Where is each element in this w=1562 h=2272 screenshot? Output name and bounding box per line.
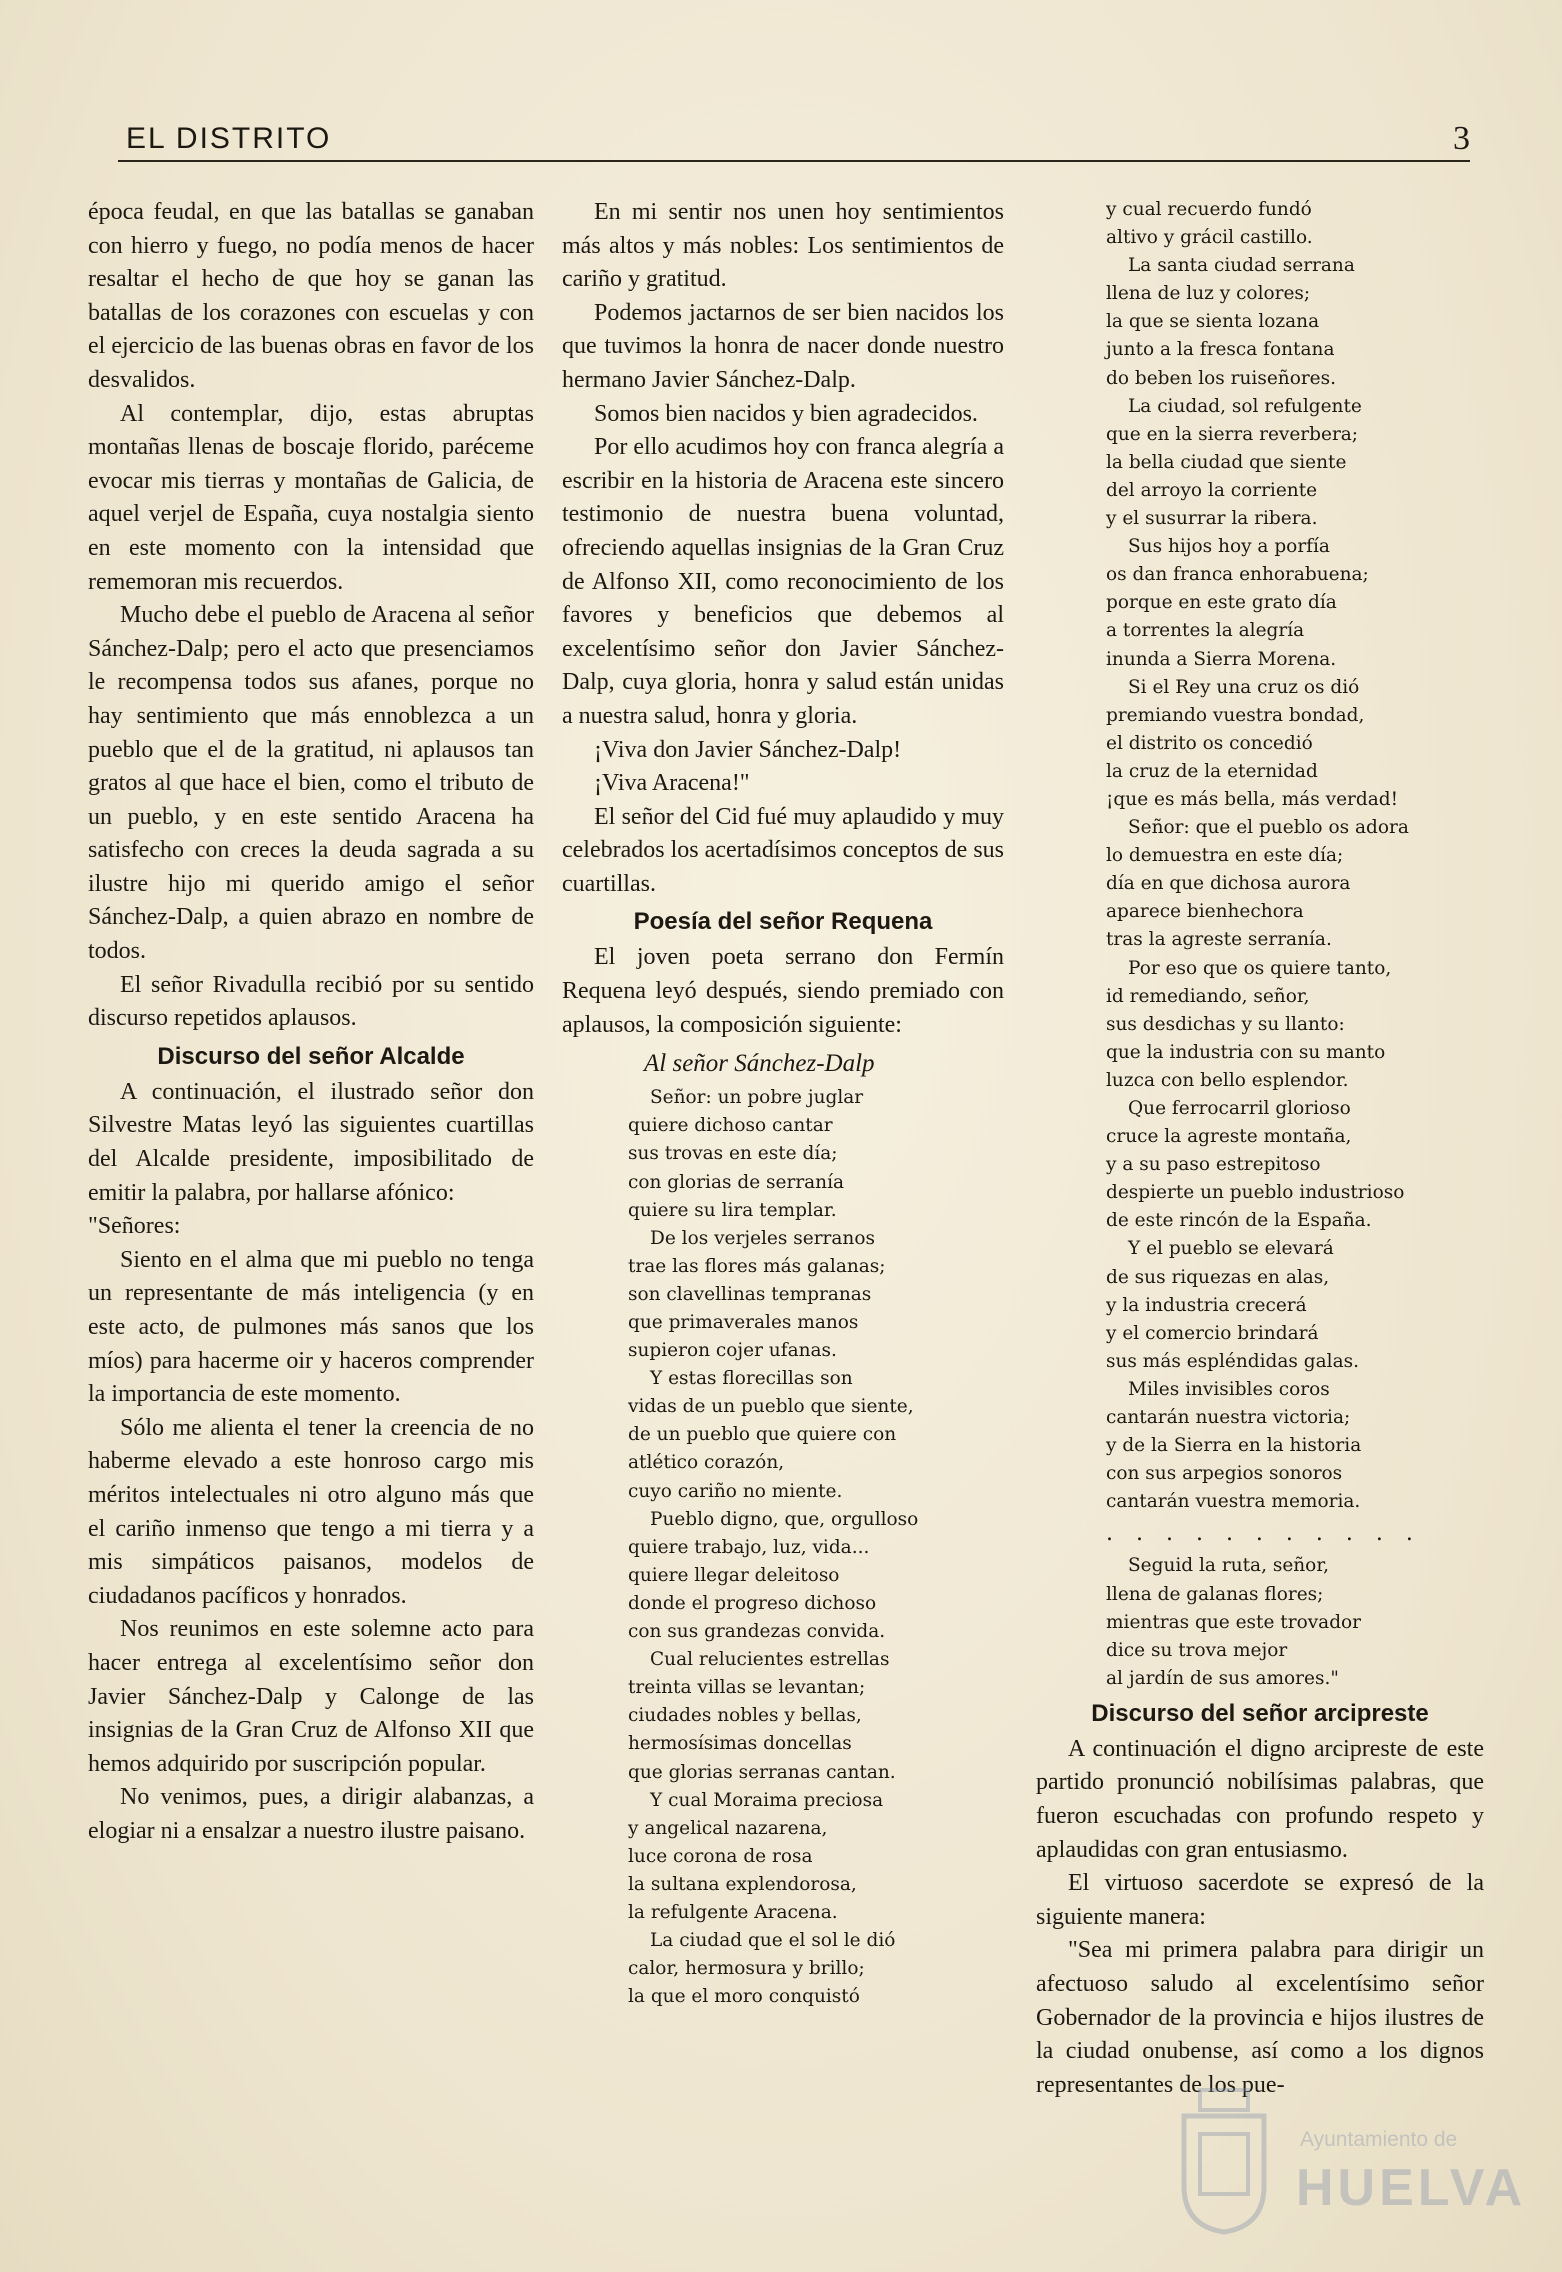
verse-line: Miles invisibles coros [1128, 1378, 1330, 1400]
verse-line: la cruz de la eternidad [1106, 760, 1318, 782]
section-heading: Discurso del señor Alcalde [157, 1042, 465, 1070]
verse-line: donde el progreso dichoso [628, 1592, 877, 1614]
archive-watermark [1160, 2080, 1527, 2250]
verse-line: la bella ciudad que siente [1106, 451, 1347, 473]
verse-line: luzca con bello esplendor. [1106, 1069, 1349, 1091]
verse-line: del arroyo la corriente [1106, 479, 1318, 501]
verse-line: y angelical nazarena, [628, 1817, 828, 1839]
verse-line: quiere dichoso cantar [628, 1115, 833, 1137]
paragraph: En mi sentir nos unen hoy sentimientos más altos y más nobles: Los sentimientos de cariño y gratitud. [562, 199, 1004, 293]
paragraph: Al contemplar, dijo, estas abruptas montañas llenas de boscaje florido, paréceme evocar mis tierras y montañas de Galicia, de aquel verjel de España, cuya nostalgia siento en este momento con la intensidad que rememoran mis recuerdos. [88, 400, 534, 595]
verse-line: la sultana explendorosa, [628, 1873, 857, 1895]
watermark-line-2: HUELVA [1296, 2159, 1527, 2217]
verse-line: porque en este grato día [1106, 592, 1337, 614]
verse-line: quiere trabajo, luz, vida... [628, 1536, 870, 1558]
paragraph: Somos bien nacidos y bien agradecidos. [594, 400, 978, 427]
verse-line: quiere su lira templar. [628, 1199, 837, 1221]
verse-line: treinta villas se levantan; [628, 1677, 866, 1699]
verse-line: ¡que es más bella, más verdad! [1106, 788, 1399, 810]
verse-line: altivo y grácil castillo. [1106, 227, 1313, 249]
verse-line: mientras que este trovador [1106, 1611, 1362, 1633]
verse-line: que la industria con su manto [1106, 1041, 1386, 1063]
verse-line: tras la agreste serranía. [1106, 929, 1332, 951]
paragraph: No venimos, pues, a dirigir alabanzas, a elogiar ni a ensalzar a nuestro ilustre paisano. [88, 1784, 534, 1844]
paragraph: Podemos jactarnos de ser bien nacidos los que tuvimos la honra de nacer donde nuestro hermano Javier Sánchez-Dalp. [562, 299, 1004, 393]
verse-line: La ciudad, sol refulgente [1128, 395, 1362, 417]
verse-line: y de la Sierra en la historia [1106, 1435, 1362, 1457]
verse-line: Y estas florecillas son [650, 1368, 853, 1390]
verse-line: trae las flores más galanas; [628, 1255, 886, 1277]
verse-line: la refulgente Aracena. [628, 1901, 838, 1923]
verse-line: con sus grandezas convida. [628, 1621, 886, 1643]
verse-line: cantarán vuestra memoria. [1106, 1491, 1361, 1513]
verse-line: calor, hermosura y brillo; [628, 1958, 865, 1980]
paragraph: A continuación, el ilustrado señor don Silvestre Matas leyó las siguientes cuartillas del Alcalde presidente, imposibilitado de emitir la palabra, por hallarse afónico: [88, 1078, 534, 1206]
verse-line: hermosísimas doncellas [628, 1733, 852, 1755]
verse-line: Seguid la ruta, señor, [1128, 1555, 1330, 1577]
column-1 [88, 196, 534, 1849]
masthead: EL DISTRITO [126, 122, 332, 155]
section-heading: Discurso del señor arcipreste [1091, 1699, 1429, 1727]
verse-line: id remediando, señor, [1106, 985, 1310, 1007]
paragraph: Siento en el alma que mi pueblo no tenga un representante de más inteligencia (y en este acto, de pulmones más sanos que los míos) para hacerme oir y haceros comprender la importancia de este momento. [88, 1246, 534, 1408]
verse-line: Que ferrocarril glorioso [1128, 1098, 1351, 1119]
paragraph: "Señores: [88, 1213, 181, 1240]
verse-line: Y cual Moraima preciosa [650, 1789, 884, 1811]
verse-line: Señor: un pobre juglar [650, 1087, 864, 1109]
verse-line: de un pueblo que quiere con [628, 1424, 897, 1446]
paragraph: Por ello acudimos hoy con franca alegría a escribir en la historia de Aracena este sincero testimonio de nuestra buena voluntad, ofreciendo aquellas insignias de la Gran Cruz de Alfonso XII, como reconocimiento de los favores y beneficios que debemos al excelentísimo señor don Javier Sánchez-Dalp, cuya gloria, honra y salud están unidas a nuestra salud, honra y gloria. [562, 434, 1004, 729]
verse-line: el distrito os concedió [1106, 732, 1313, 754]
verse-line: La ciudad que el sol le dió [650, 1930, 896, 1952]
page-header [118, 118, 1470, 162]
paragraph: El señor Rivadulla recibió por su sentido discurso repetidos aplausos. [88, 971, 534, 1032]
verse-line: al jardín de sus amores." [1106, 1667, 1339, 1689]
verse-line: sus trovas en este día; [628, 1143, 838, 1165]
verse-line: con sus arpegios sonoros [1106, 1463, 1343, 1485]
verse-line: Por eso que os quiere tanto, [1128, 957, 1392, 979]
verse-ellipsis-dots: . . . . . . . . . . . [1106, 1521, 1421, 1547]
paragraph: ¡Viva don Javier Sánchez-Dalp! [594, 736, 902, 763]
verse-line: de sus riquezas en alas, [1106, 1266, 1330, 1288]
verse-line: do beben los ruiseñores. [1106, 367, 1337, 389]
poem-dedication: Al señor Sánchez-Dalp [644, 1050, 875, 1078]
verse-line: y a su paso estrepitoso [1106, 1154, 1321, 1176]
verse-line: cantarán nuestra victoria; [1106, 1407, 1351, 1429]
verse-line: dice su trova mejor [1106, 1639, 1288, 1661]
paragraph: Sólo me alienta el tener la creencia de no haberme elevado a este honroso cargo mis méritos intelectuales ni otro alguno más que el cariño inmenso que tengo a mi tierra y a mis simpáticos paisanos, modelos de ciudadanos pacíficos y honrados. [88, 1414, 534, 1609]
verse-line: inunda a Sierra Morena. [1106, 648, 1337, 670]
paragraph: Mucho debe el pueblo de Aracena al señor Sánchez-Dalp; pero el acto que presenciamos le recompensa todos sus afanes, porque no hay sentimiento que más ennoblezca a un pueblo que el de la gratitud, ni aplausos tan gratos al que hace el bien, como el tributo de un pueblo, y en este sentido Aracena ha satisfecho con creces la deuda sagrada a su ilustre hijo mi querido amigo el señor Sánchez-Dalp, a quien abrazo en nombre de todos. [88, 602, 534, 965]
verse-line: Cual relucientes estrellas [650, 1649, 890, 1671]
verse-line: De los verjeles serranos [650, 1227, 875, 1249]
verse-line: os dan franca enhorabuena; [1106, 564, 1369, 586]
verse-line: que en la sierra reverbera; [1106, 423, 1359, 445]
verse-line: aparece bienhechora [1106, 901, 1304, 923]
poem-closing-stanza [1106, 1552, 1484, 1692]
verse-line: la que se sienta lozana [1106, 311, 1320, 333]
verse-line: premiando vuestra bondad, [1106, 704, 1365, 726]
verse-line: ciudades nobles y bellas, [628, 1705, 862, 1727]
verse-line: la que el moro conquistó [628, 1986, 860, 2008]
paragraph: Nos reunimos en este solemne acto para hacer entrega al excelentísimo señor don Javier Sánchez-Dalp y Calonge de las insignias de la Gran Cruz de Alfonso XII que hemos adquirido por suscripción popular. [88, 1616, 534, 1777]
verse-line: Si el Rey una cruz os dió [1128, 676, 1360, 698]
paragraph: época feudal, en que las batallas se ganaban con hierro y fuego, no podía menos de hacer resaltar el hecho de que hoy se ganan las batallas de los corazones con escuelas y con el ejercicio de las buenas obras en favor de los desvalidos. [88, 199, 534, 393]
paragraph: El virtuoso sacerdote se expresó de la siguiente manera: [1036, 1870, 1484, 1930]
verse-line: supieron cojer ufanas. [628, 1340, 837, 1362]
column-3-prose [1036, 1697, 1484, 2103]
verse-line: cruce la agreste montaña, [1106, 1126, 1352, 1148]
verse-line: quiere llegar deleitoso [628, 1564, 840, 1586]
paragraph: El joven poeta serrano don Fermín Requena leyó después, siendo premiado con aplausos, la composición siguiente: [562, 944, 1004, 1038]
verse-line: junto a la fresca fontana [1106, 339, 1335, 361]
verse-line: Sus hijos hoy a porfía [1128, 536, 1330, 558]
poem-part-1 [628, 1084, 1004, 2011]
column-2-prose [562, 196, 1004, 1080]
paragraph: ¡Viva Aracena!" [594, 770, 750, 797]
verse-line: a torrentes la alegría [1106, 620, 1305, 642]
poem-part-2 [1106, 196, 1484, 1516]
verse-line: despierte un pueblo industrioso [1106, 1182, 1405, 1204]
page-number: 3 [1453, 120, 1470, 157]
verse-line: Y el pueblo se elevará [1128, 1238, 1334, 1260]
verse-line: La santa ciudad serrana [1128, 255, 1355, 277]
verse-line: llena de galanas flores; [1106, 1583, 1324, 1605]
verse-line: vidas de un pueblo que siente, [628, 1396, 914, 1418]
verse-line: y cual recuerdo fundó [1106, 199, 1312, 220]
verse-line: Pueblo digno, que, orgulloso [650, 1508, 919, 1530]
verse-line: de este rincón de la España. [1106, 1210, 1372, 1232]
watermark-line-1: Ayuntamiento de [1300, 2128, 1458, 2151]
column-2 [562, 196, 1004, 2011]
verse-line: sus desdichas y su llanto: [1106, 1013, 1345, 1035]
paragraph: A continuación el digno arcipreste de este partido pronunció nobilísimas palabras, que fueron escuchadas con profundo respeto y aplaudidas con gran entusiasmo. [1036, 1735, 1484, 1863]
verse-line: y el comercio brindará [1106, 1322, 1319, 1344]
verse-line: atlético corazón, [628, 1452, 785, 1474]
paragraph: "Sea mi primera palabra para dirigir un afectuoso saludo al excelentísimo señor Gobernador de la provincia e hijos ilustres de la ciudad onubense, así como a los dignos representantes de los pue- [1036, 1937, 1484, 2098]
verse-line: día en que dichosa aurora [1106, 873, 1351, 895]
verse-line: son clavellinas tempranas [628, 1283, 872, 1305]
coat-of-arms-icon [1178, 2086, 1270, 2236]
verse-line: con glorias de serranía [628, 1171, 845, 1193]
column-3 [1036, 196, 1484, 2102]
section-heading: Poesía del señor Requena [633, 908, 933, 936]
verse-line: Señor: que el pueblo os adora [1128, 817, 1409, 839]
verse-line: que primaverales manos [628, 1312, 859, 1333]
verse-line: lo demuestra en este día; [1106, 845, 1344, 867]
verse-line: sus más espléndidas galas. [1106, 1350, 1359, 1372]
verse-line: cuyo cariño no miente. [628, 1480, 843, 1502]
verse-line: llena de luz y colores; [1106, 283, 1311, 305]
verse-line: y la industria crecerá [1106, 1294, 1307, 1316]
verse-line: luce corona de rosa [628, 1845, 813, 1867]
verse-line: y el susurrar la ribera. [1106, 508, 1318, 530]
verse-line: que glorias serranas cantan. [628, 1761, 896, 1783]
paragraph: El señor del Cid fué muy aplaudido y muy celebrados los acertadísimos conceptos de sus cuartillas. [562, 803, 1004, 897]
